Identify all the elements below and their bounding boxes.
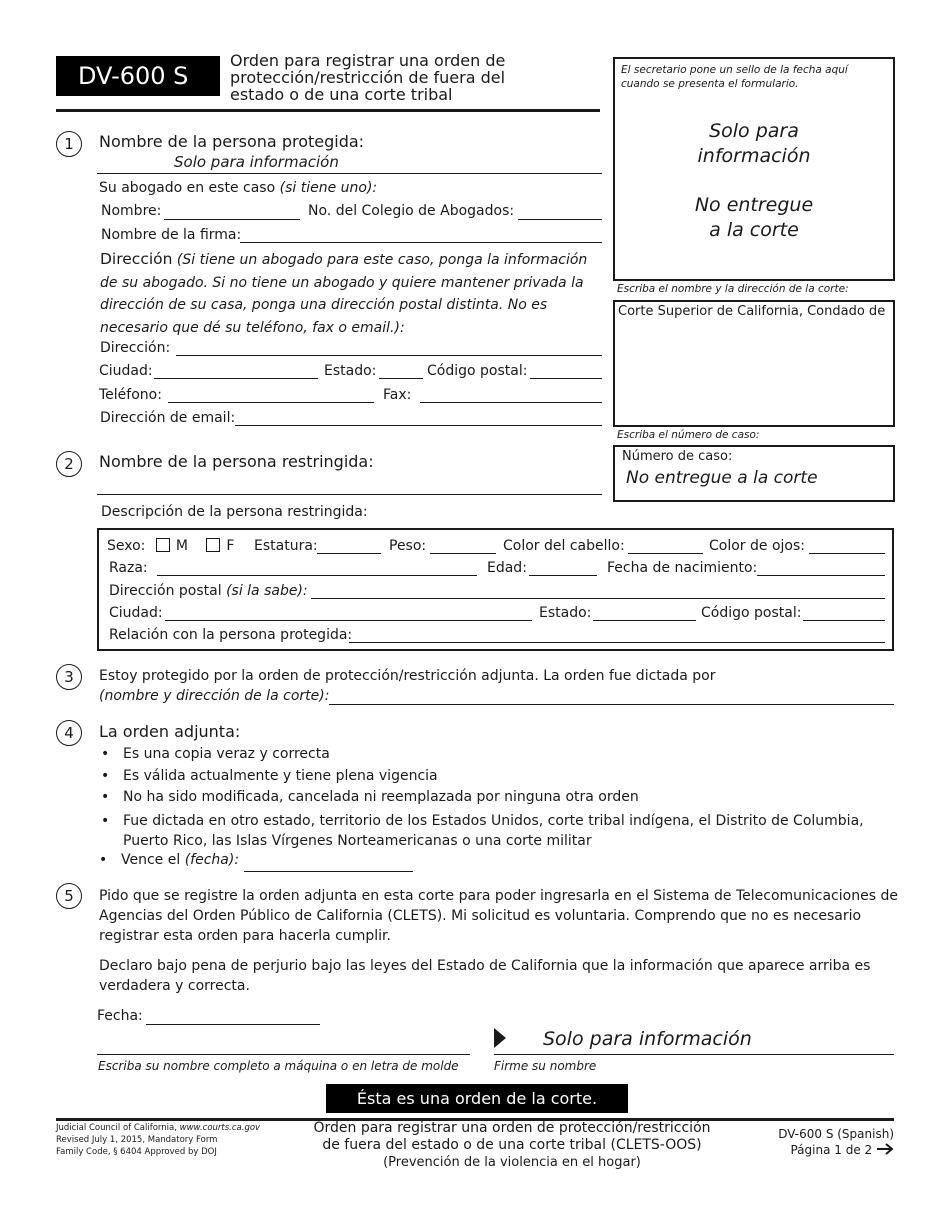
hair-color-field[interactable] (628, 553, 703, 554)
clerk-note-line1: El secretario pone un sello de la fecha aquí (621, 64, 848, 76)
sex-female-checkbox[interactable] (206, 538, 220, 552)
description-label: Descripción de la persona restringida: (101, 504, 368, 520)
signature-value[interactable]: Solo para información (543, 1028, 752, 1050)
court-box[interactable] (613, 300, 895, 427)
hair-color-label: Color del cabello: (503, 538, 625, 554)
dob-field[interactable] (757, 575, 885, 576)
protected-name-line (97, 173, 602, 174)
weight-field[interactable] (430, 553, 496, 554)
age-label: Edad: (487, 560, 527, 576)
case-caption: Escriba el número de caso: (617, 429, 760, 441)
signature-caption: Firme su nombre (494, 1059, 597, 1073)
signature-field[interactable] (494, 1054, 894, 1055)
age-field[interactable] (529, 575, 597, 576)
city-field[interactable] (154, 378, 318, 379)
court-caption: Escriba el nombre y la dirección de la corte: (617, 283, 849, 295)
fax-label: Fax: (383, 387, 412, 403)
footer-title: Orden para registrar una orden de protección/restricción de fuera del estado o de una corte tribal (CLETS-OOS) (Prevención de la violencia en el hogar) (313, 1120, 711, 1170)
clerk-note-line2: cuando se presenta el formulario. (621, 78, 799, 90)
address-field[interactable] (176, 355, 602, 356)
case-number-label: Número de caso: (622, 449, 733, 464)
protected-person-heading: Nombre de la persona protegida: (99, 132, 365, 151)
height-field[interactable] (317, 553, 381, 554)
form-title-line3: estado o de una corte tribal (230, 85, 453, 104)
mailing-address-label: Dirección postal (si la sabe): (109, 583, 308, 599)
clerk-stamp-text (615, 119, 893, 243)
restrained-zip-field[interactable] (803, 620, 885, 621)
email-field[interactable] (235, 425, 602, 426)
clerk-stamp-line2: información (697, 145, 811, 167)
case-number-value: No entregue a la corte (626, 468, 818, 488)
protected-person-name[interactable]: Solo para información (174, 153, 339, 171)
eye-color-label: Color de ojos: (709, 538, 805, 554)
firm-name-label: Nombre de la firma: (101, 227, 242, 243)
printed-name-caption: Escriba su nombre completo a máquina o en letra de molde (98, 1059, 459, 1073)
form-code-badge: DV-600 S (56, 56, 220, 96)
clerk-stamp-line4: a la corte (709, 219, 799, 241)
section-1-number: 1 (56, 131, 82, 157)
bar-number-field[interactable] (518, 219, 602, 220)
lawyer-label: Su abogado en este caso (si tiene uno): (99, 180, 378, 196)
restrained-zip-label: Código postal: (701, 605, 802, 621)
description-box (97, 528, 894, 651)
address-heading: Dirección (100, 250, 173, 268)
eye-color-field[interactable] (809, 553, 885, 554)
section-2-number: 2 (56, 451, 82, 477)
fax-field[interactable] (420, 402, 602, 403)
order-bullet-3: • No ha sido modificada, cancelada ni reemplazada por ninguna otra orden (123, 789, 639, 805)
height-label: Estatura: (254, 538, 318, 554)
issuing-court-field[interactable] (329, 704, 894, 705)
attached-order-heading: La orden adjunta: (99, 722, 241, 741)
footer-left: Judicial Council of California, www.courts.ca.gov Revised July 1, 2015, Mandatory Form Family Code, § 6404 Approved by DOJ (56, 1123, 261, 1157)
section-3-line2: (nombre y dirección de la corte): (99, 688, 330, 704)
order-bullet-2: • Es válida actualmente y tiene plena vigencia (123, 768, 438, 784)
order-bullet-4: • Fue dictada en otro estado, territorio de los Estados Unidos, corte tribal indígena, el Distrito de Columbia, Puerto Rico, las Islas Vírgenes Norteamericanas o una corte militar (123, 811, 864, 851)
court-order-banner: Ésta es una orden de la corte. (326, 1084, 628, 1113)
dob-label: Fecha de nacimiento: (607, 560, 758, 576)
footer-form-code: DV-600 S (Spanish) (778, 1127, 894, 1141)
section-3-line1: Estoy protegido por la orden de protección/restricción adjunta. La orden fue dictada por (99, 668, 716, 684)
lawyer-name-field[interactable] (164, 219, 300, 220)
restrained-city-field[interactable] (165, 620, 532, 621)
relationship-label: Relación con la persona protegida: (109, 627, 353, 643)
address-instructions: Dirección (Si tiene un abogado para este caso, ponga la información de su abogado. Si no tiene un abogado y quiere mantener privada la dirección de su casa, ponga una dirección postal distinta. No es necesario que dé su teléfono, fax o email.): (100, 250, 588, 336)
section-5-number: 5 (56, 883, 82, 909)
clerk-stamp-box (613, 57, 895, 281)
clerk-note (621, 63, 848, 91)
form-title-line1: Orden para registrar una orden de (230, 51, 506, 70)
court-name-text: Corte Superior de California, Condado de (618, 304, 886, 319)
race-field[interactable] (157, 575, 477, 576)
order-bullet-5: • Vence el (fecha): (121, 852, 239, 868)
printed-name-field[interactable] (97, 1054, 470, 1055)
sex-label: Sexo: M F (107, 538, 235, 554)
bar-number-label: No. del Colegio de Abogados: (308, 203, 515, 219)
date-field[interactable] (146, 1024, 320, 1025)
restrained-city-label: Ciudad: (109, 605, 163, 621)
email-label: Dirección de email: (100, 410, 236, 426)
restrained-state-field[interactable] (593, 620, 696, 621)
race-label: Raza: (109, 560, 148, 576)
phone-field[interactable] (168, 402, 374, 403)
zip-field[interactable] (530, 378, 602, 379)
case-number-box[interactable] (613, 445, 895, 502)
clets-request-paragraph: Pido que se registre la orden adjunta en esta corte para poder ingresarla en el Sistema de Telecomunicaciones de Agencias del Orden Público de California (CLETS). Mi solicitud es voluntaria. Comprendo que no es necesario registrar esta orden para hacerla cumplir. (99, 888, 898, 944)
order-bullet-1: • Es una copia veraz y correcta (123, 746, 330, 762)
relationship-field[interactable] (349, 642, 885, 643)
phone-label: Teléfono: (99, 387, 162, 403)
state-label: Estado: (324, 363, 377, 379)
restrained-state-label: Estado: (539, 605, 592, 621)
next-page-arrow-icon (876, 1143, 894, 1155)
header-rule (56, 109, 600, 112)
mailing-address-field[interactable] (311, 598, 885, 599)
signature-arrow-icon (494, 1028, 506, 1048)
date-label: Fecha: (97, 1008, 143, 1024)
clerk-stamp-line1: Solo para (709, 120, 799, 142)
form-title (230, 52, 600, 103)
footer-page: Página 1 de 2 (778, 1142, 894, 1158)
sex-male-checkbox[interactable] (156, 538, 170, 552)
lawyer-name-label: Nombre: (101, 203, 162, 219)
restrained-person-heading: Nombre de la persona restringida: (99, 452, 374, 471)
form-title-line2: protección/restricción de fuera del (230, 68, 506, 87)
firm-name-field[interactable] (240, 242, 602, 243)
clerk-stamp-line3: No entregue (694, 194, 814, 216)
perjury-declaration: Declaro bajo pena de perjurio bajo las leyes del Estado de California que la información que aparece arriba es verdadera y correcta. (99, 958, 871, 994)
section-4-number: 4 (56, 720, 82, 746)
restrained-name-field[interactable] (97, 494, 602, 495)
city-label: Ciudad: (99, 363, 153, 379)
footer-right (778, 1126, 894, 1158)
address-label: Dirección: (100, 340, 171, 356)
state-field[interactable] (379, 378, 423, 379)
zip-label: Código postal: (427, 363, 528, 379)
expiration-date-field[interactable] (244, 871, 413, 872)
weight-label: Peso: (389, 538, 427, 554)
section-3-number: 3 (56, 664, 82, 690)
